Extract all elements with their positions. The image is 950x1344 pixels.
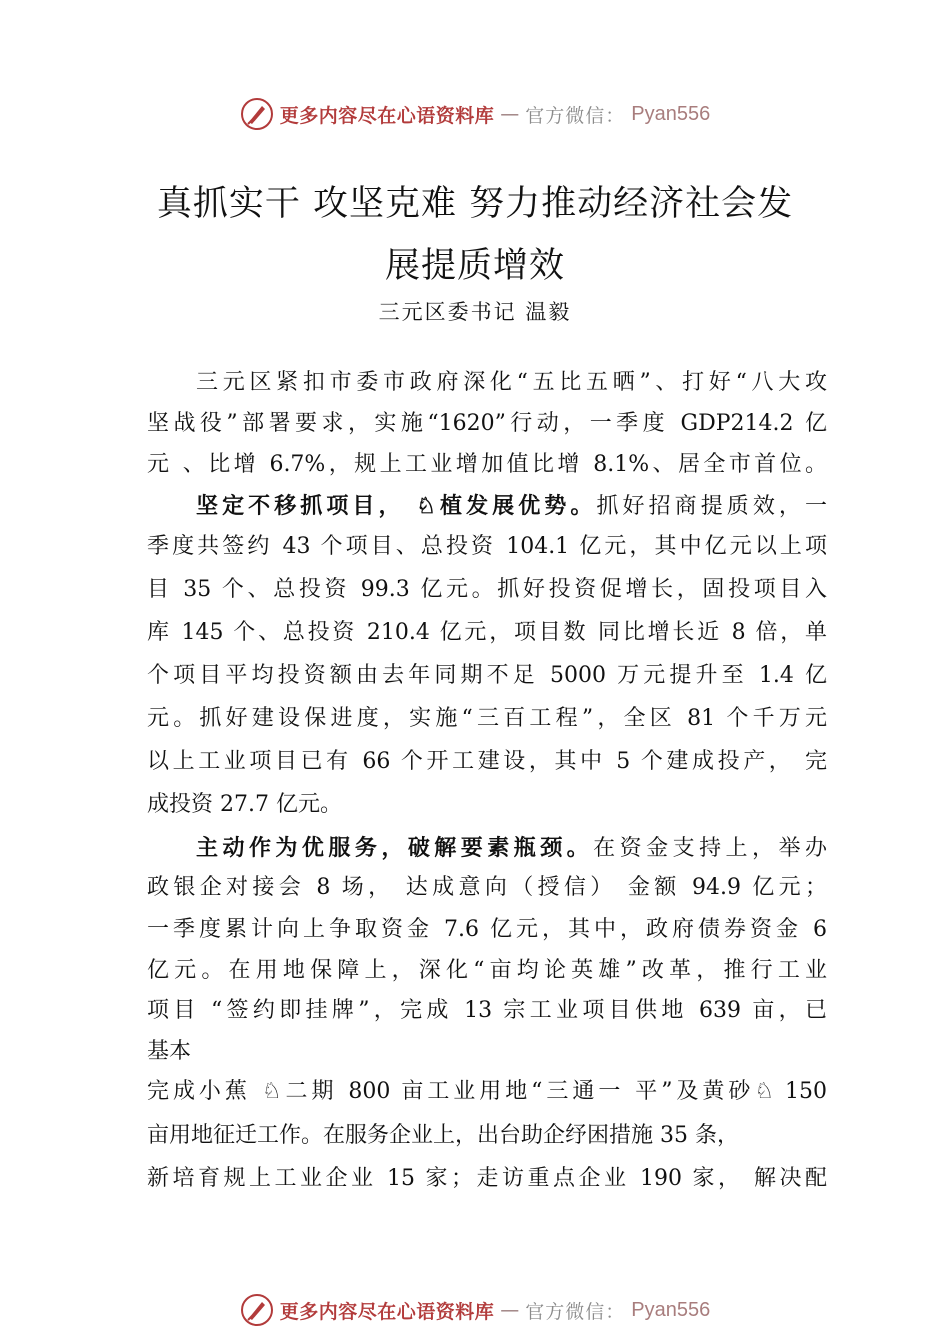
body-line: 坚战役”部署要求，实施“1620”行动，一季度 GDP214.2 亿 — [147, 411, 827, 436]
banner-wechat-label: 官方微信： — [525, 104, 626, 127]
section-heading-2: 主动作为优服务，破解要素瓶颈。 — [196, 835, 594, 861]
body-line: 政银企对接会 8 场， 达成意向（授信） 金额 94.9 亿元； — [147, 875, 827, 900]
banner-wechat-label: 官方微信： — [525, 1300, 626, 1323]
body-line: 基本 — [147, 1039, 192, 1064]
body-line: 季度共签约 43 个项目、总投资 104.1 亿元，其中亿元以上项 — [147, 534, 827, 559]
quill-logo-icon — [240, 97, 274, 131]
body-line-with-heading — [196, 833, 827, 864]
banner-separator: — — [500, 1299, 520, 1321]
banner-separator: — — [500, 103, 520, 125]
banner-wechat-id: Pyan556 — [631, 1298, 711, 1321]
body-line: 三元区紧扣市委市政府深化“五比五晒”、打好“八大攻 — [196, 370, 827, 395]
footer-banner — [0, 1290, 950, 1330]
body-line: 新培育规上工业企业 15 家；走访重点企业 190 家， 解决配 — [147, 1166, 827, 1191]
body-line: 库 145 个、总投资 210.4 亿元，项目数 同比增长近 8 倍，单 — [147, 620, 827, 645]
body-line: 亩用地征迁工作。在服务企业上，出台助企纾困措施 35 条， — [147, 1123, 739, 1148]
header-banner — [0, 94, 950, 134]
body-line-text: 抓好招商提质效，一 — [596, 494, 827, 519]
body-line: 以上工业项目已有 66 个开工建设，其中 5 个建成投产， 完 — [147, 749, 827, 774]
body-line: 元 、比增 6.7%，规上工业增加值比增 8.1%、居全市首位。 — [147, 452, 827, 477]
section-heading-1: 坚定不移抓项目， ♘植发展优势。 — [196, 493, 597, 519]
body-line: 完成小蕉 ♘二期 800 亩工业用地“三通一 平”及黄砂♘ 150 — [147, 1079, 827, 1104]
body-line: 目 35 个、总投资 99.3 亿元。抓好投资促增长，固投项目入 — [147, 577, 827, 602]
body-line: 成投资 27.7 亿元。 — [147, 792, 342, 817]
banner-brand: 更多内容尽在心语资料库 — [279, 104, 495, 127]
body-line: 项目 “签约即挂牌”，完成 13 宗工业项目供地 639 亩，已 — [147, 998, 827, 1023]
body-line: 一季度累计向上争取资金 7.6 亿元，其中，政府债券资金 6 — [147, 917, 827, 942]
quill-logo-icon — [240, 1293, 274, 1327]
banner-brand: 更多内容尽在心语资料库 — [279, 1300, 495, 1323]
document-author: 三元区委书记 温毅 — [378, 300, 572, 324]
document-title-line-1: 真抓实干 攻坚克难 努力推动经济社会发 — [156, 184, 794, 224]
body-line: 亿元。在用地保障上，深化“亩均论英雄”改革，推行工业 — [147, 958, 827, 983]
document-title-line-2: 展提质增效 — [384, 246, 565, 286]
body-line-text: 在资金支持上，举办 — [593, 836, 827, 861]
body-line: 元。抓好建设保进度，实施“三百工程”，全区 81 个千万元 — [147, 706, 827, 731]
body-line-with-heading — [196, 491, 827, 522]
body-line: 个项目平均投资额由去年同期不足 5000 万元提升至 1.4 亿 — [147, 663, 827, 688]
banner-wechat-id: Pyan556 — [631, 102, 711, 125]
